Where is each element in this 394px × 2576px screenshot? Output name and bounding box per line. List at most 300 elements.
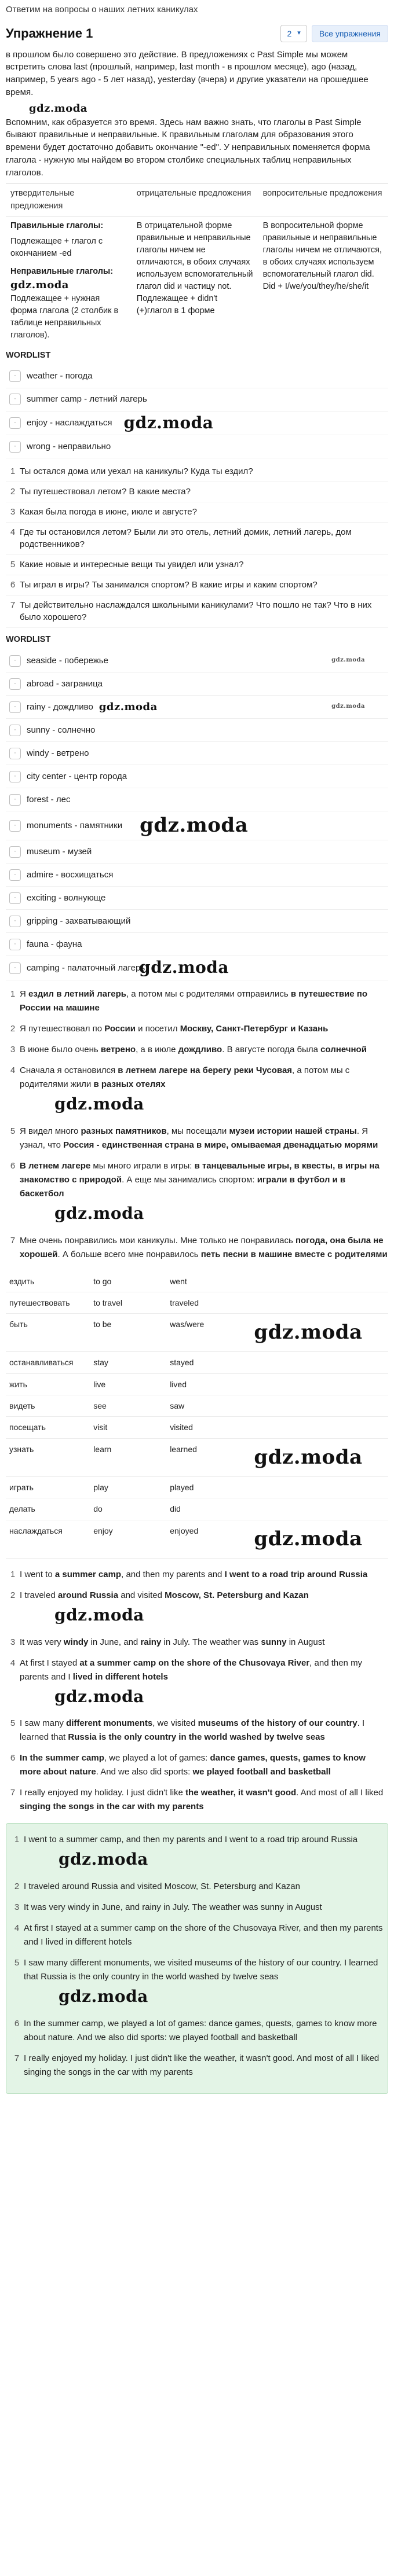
bullet-icon: · xyxy=(9,820,21,832)
list-item xyxy=(6,1121,388,1156)
answer-segment: , and then my parents and I xyxy=(20,1658,363,1682)
item-number: 6 xyxy=(14,2019,20,2029)
list-item xyxy=(6,1748,388,1783)
item-number: 4 xyxy=(10,527,16,537)
table-row xyxy=(6,1373,388,1395)
item-number: 3 xyxy=(10,506,16,517)
list-item xyxy=(6,788,388,811)
list-item xyxy=(6,840,388,863)
answer-segment: I traveled xyxy=(20,1590,58,1600)
answer-segment: музеи истории нашей страны xyxy=(229,1126,357,1136)
watermark: gdz.moda xyxy=(29,102,87,115)
wordlist-entry: weather - погода xyxy=(27,371,93,381)
table-row xyxy=(6,1271,388,1292)
page-select[interactable] xyxy=(280,25,307,42)
item-number: 2 xyxy=(10,487,16,497)
table-cell xyxy=(250,1373,388,1395)
answer-segment: windy xyxy=(63,1637,89,1647)
bullet-icon: · xyxy=(9,771,21,782)
answer-text: At first I stayed at a summer camp on the shore of the Chusovaya River, and then my parents and I lived in different hotels xyxy=(24,1923,383,1947)
item-number: 7 xyxy=(10,1788,16,1798)
table-cell: to travel xyxy=(90,1292,166,1313)
answer-text xyxy=(20,1043,367,1057)
table-cell xyxy=(250,1520,388,1558)
exercise-header xyxy=(6,24,388,43)
table-cell: did xyxy=(166,1498,250,1520)
list-item xyxy=(6,811,388,840)
list-item xyxy=(10,1829,384,1876)
answer-segment: Россия - единственная страна в мире, омываемая двенадцатью морями xyxy=(63,1140,378,1150)
table-cell: see xyxy=(90,1395,166,1417)
watermark: gdz.moda xyxy=(54,1203,144,1223)
page-number: 2 xyxy=(287,28,292,38)
wordlist-entry: monuments - памятники xyxy=(27,820,123,831)
table-cell: to be xyxy=(90,1314,166,1352)
table-cell: to go xyxy=(90,1271,166,1292)
wordlist-entry: sunny - солнечно xyxy=(27,725,96,735)
wordlist-entry: camping - палаточный лагерь xyxy=(27,962,145,973)
answer-segment: ветрено xyxy=(100,1045,136,1054)
regular-verbs-text: Подлежащее + глагол с окончанием -ed xyxy=(10,236,103,258)
bullet-icon: · xyxy=(9,678,21,690)
wordlist-entry: abroad - заграница xyxy=(27,678,103,689)
table-cell xyxy=(250,1476,388,1498)
answer-segment: Москву, Санкт-Петербург и Казань xyxy=(180,1024,329,1034)
watermark: gdz.moda xyxy=(99,700,158,713)
table-row xyxy=(6,1292,388,1313)
table-cell: играть xyxy=(6,1476,90,1498)
grammar-header-negative: отрицательные предложения xyxy=(132,184,258,216)
irregular-verbs-text: Подлежащее + нужная форма глагола (2 столбик в таблице неправильных глаголов). xyxy=(10,293,119,340)
item-number: 1 xyxy=(10,989,16,999)
wordlist-label: WORDLIST xyxy=(6,635,51,645)
list-item xyxy=(6,933,388,956)
wordlist-entry: windy - ветрено xyxy=(27,748,89,758)
answer-segment: , мы посещали xyxy=(166,1126,229,1136)
item-number: 5 xyxy=(10,1126,16,1136)
list-item xyxy=(10,1918,384,1953)
watermark: gdz.moda xyxy=(10,278,69,291)
item-number: 4 xyxy=(10,1658,16,1668)
answer-segment: Я xyxy=(20,989,28,999)
watermark: gdz.moda xyxy=(59,1987,148,2007)
answer-text xyxy=(20,1234,388,1262)
answer-segment: . А еще мы занимались спортом: xyxy=(122,1174,257,1185)
watermark: gdz.moda xyxy=(123,413,214,432)
table-cell: узнать xyxy=(6,1438,90,1476)
bullet-icon: · xyxy=(9,962,21,974)
wordlist-1 xyxy=(6,365,388,459)
list-item xyxy=(6,1019,388,1039)
item-number: 5 xyxy=(10,1718,16,1729)
table-cell: enjoy xyxy=(90,1520,166,1558)
answer-segment: lived in different hotels xyxy=(72,1671,168,1682)
table-cell xyxy=(250,1292,388,1313)
table-row xyxy=(6,1498,388,1520)
list-item xyxy=(6,502,388,523)
answer-segment: играли в футбол и в баскетбол xyxy=(20,1174,346,1199)
table-cell: останавливаться xyxy=(6,1352,90,1373)
list-item xyxy=(6,1653,388,1714)
negative-rule-text: В отрицательной форме правильные и неправильные глаголы ничем не отличаются, в обоих случаях используем вспомогательный глагол did и частицу not. Подлежащее + didn't (+)глагол в 1 форме xyxy=(136,221,253,315)
item-number: 4 xyxy=(14,1923,20,1934)
watermark: gdz.moda xyxy=(54,1686,144,1706)
bullet-icon: · xyxy=(9,846,21,858)
answer-segment: дождливо xyxy=(178,1045,222,1054)
table-cell xyxy=(250,1314,388,1352)
wordlist-entry: admire - восхищаться xyxy=(27,870,114,880)
final-answers-list xyxy=(10,1829,384,2083)
answer-segment: It was very xyxy=(20,1637,64,1647)
list-item xyxy=(6,887,388,910)
answer-text: I really enjoyed my holiday. I just didn't like the weather, it wasn't good. And most of all I liked singing the songs in the car with my parents xyxy=(24,2053,380,2078)
watermark: gdz.moda xyxy=(140,814,249,837)
table-cell: visit xyxy=(90,1417,166,1438)
answer-segment: Мне очень понравились мои каникулы. Мне только не понравилась xyxy=(20,1235,296,1245)
answer-segment: . I learned that xyxy=(20,1718,365,1743)
table-cell: видеть xyxy=(6,1395,90,1417)
watermark: gdz.moda xyxy=(331,703,365,710)
table-cell: быть xyxy=(6,1314,90,1352)
item-number: 7 xyxy=(10,600,16,610)
answer-segment: в танцевальные игры, в квесты, в игры на знакомство с природой xyxy=(20,1160,380,1185)
answer-segment: В летнем лагере xyxy=(20,1160,91,1171)
table-cell xyxy=(250,1498,388,1520)
answer-segment: I went to xyxy=(20,1569,55,1579)
answer-segment: ездил в летний лагерь xyxy=(28,989,126,999)
bullet-icon: · xyxy=(9,655,21,667)
table-cell: play xyxy=(90,1476,166,1498)
answer-segment: и посетил xyxy=(135,1024,180,1034)
list-item xyxy=(6,719,388,742)
table-cell: делать xyxy=(6,1498,90,1520)
wordlist-entry: city center - центр города xyxy=(27,771,127,781)
table-row xyxy=(6,1417,388,1438)
list-item xyxy=(6,1632,388,1653)
table-cell xyxy=(250,1417,388,1438)
answer-segment: в летнем лагере на берегу реки Чусовая xyxy=(118,1065,293,1075)
list-item xyxy=(6,984,388,1019)
answer-segment: in June, and xyxy=(88,1637,141,1647)
bullet-icon: · xyxy=(9,701,21,713)
table-cell: learn xyxy=(90,1438,166,1476)
table-cell xyxy=(250,1271,388,1292)
list-item xyxy=(6,555,388,575)
bullet-icon: · xyxy=(9,748,21,759)
intro-paragraph-1: в прошлом было совершено это действие. В предложениях с Past Simple мы можем встретить слова last (прошлый, например, last month - в прошлом месяце), ago (назад, например, 5 years ago - 5 лет назад), yesterday (вчера) и другие указатели на прошедшее время. xyxy=(6,49,369,97)
wordlist-entry: rainy - дождливо xyxy=(27,701,93,712)
answer-segment: Я видел много xyxy=(20,1126,81,1136)
answer-segment: different monuments xyxy=(66,1718,153,1729)
list-item xyxy=(6,956,388,980)
answer-text xyxy=(20,1656,388,1710)
answer-segment: , we played a lot of games: xyxy=(104,1753,210,1763)
list-item xyxy=(6,1230,388,1265)
chevron-down-icon: ▾ xyxy=(297,29,301,36)
list-item xyxy=(10,2048,384,2083)
answer-segment: we played football and basketball xyxy=(192,1767,331,1777)
item-number: 1 xyxy=(14,1835,20,1845)
answer-segment: singing the songs in the car with my parents xyxy=(20,1802,204,1812)
answer-segment: , and then my parents and xyxy=(121,1569,225,1579)
table-row xyxy=(6,1314,388,1352)
answer-segment: Сначала я остановился xyxy=(20,1065,118,1075)
question-text: Ты путешествовал летом? В какие места? xyxy=(20,487,191,497)
answer-text xyxy=(20,1717,388,1744)
table-cell: was/were xyxy=(166,1314,250,1352)
answer-segment: В июне было очень xyxy=(20,1045,101,1054)
question-text: Какая была погода в июне, июле и августе? xyxy=(20,506,197,517)
list-item xyxy=(6,910,388,933)
answer-text xyxy=(20,987,388,1015)
item-number: 3 xyxy=(14,1902,20,1913)
watermark: gdz.moda xyxy=(254,1445,363,1469)
list-item xyxy=(6,1564,388,1585)
watermark: gdz.moda xyxy=(254,1321,363,1344)
table-cell: visited xyxy=(166,1417,250,1438)
regular-verbs-title: Правильные глаголы: xyxy=(10,221,104,230)
wordlist-entry: enjoy - наслаждаться xyxy=(27,418,112,428)
wordlist-label: WORDLIST xyxy=(6,350,51,360)
table-cell: stay xyxy=(90,1352,166,1373)
bullet-icon: · xyxy=(9,441,21,453)
table-cell: ездить xyxy=(6,1271,90,1292)
grammar-header-affirmative: утвердительные предложения xyxy=(6,184,132,216)
table-cell xyxy=(250,1438,388,1476)
table-cell xyxy=(250,1395,388,1417)
bullet-icon: · xyxy=(9,394,21,405)
bullet-icon: · xyxy=(9,869,21,881)
list-item xyxy=(6,1713,388,1748)
item-number: 1 xyxy=(10,466,16,477)
answer-segment: мы много играли в игры: xyxy=(90,1160,195,1171)
table-cell: наслаждаться xyxy=(6,1520,90,1558)
answer-segment: в разных отелях xyxy=(93,1079,166,1089)
table-cell: went xyxy=(166,1271,250,1292)
answer-segment: In the summer camp xyxy=(20,1753,104,1763)
bullet-icon: · xyxy=(9,892,21,904)
wordlist-entry: summer camp - летний лагерь xyxy=(27,394,147,405)
list-item xyxy=(10,1897,384,1918)
answer-segment: , а в июле xyxy=(136,1045,178,1054)
table-row xyxy=(6,1395,388,1417)
all-exercises-button[interactable]: Все упражнения xyxy=(312,25,388,42)
answer-segment: in July. The weather was xyxy=(161,1637,261,1647)
bullet-icon: · xyxy=(9,794,21,806)
answer-segment: в путешествие по России на машине xyxy=(20,989,368,1013)
table-cell: played xyxy=(166,1476,250,1498)
item-number: 7 xyxy=(10,1235,16,1245)
wordlist-entry: museum - музей xyxy=(27,847,92,857)
answer-text: I went to a summer camp, and then my parents and I went to a road trip around Russia gdz.moda xyxy=(24,1835,358,1869)
wordlist-entry: exciting - волнующе xyxy=(27,893,106,903)
answer-segment: sunny xyxy=(261,1637,287,1647)
list-item xyxy=(6,388,388,411)
answer-segment: . And we also did sports: xyxy=(96,1767,193,1777)
answer-segment: Я путешествовал по xyxy=(20,1024,105,1034)
table-cell xyxy=(250,1352,388,1373)
answer-segment: rainy xyxy=(140,1637,162,1647)
watermark: gdz.moda xyxy=(54,1605,144,1625)
answer-segment: . В августе погода была xyxy=(222,1045,321,1054)
item-number: 5 xyxy=(14,1958,20,1968)
table-row xyxy=(6,1352,388,1373)
verb-table-wrap xyxy=(6,1271,388,1559)
list-item xyxy=(6,696,388,719)
list-item xyxy=(6,596,388,629)
list-item xyxy=(6,435,388,458)
breadcrumb[interactable]: Ответим на вопросы о наших летних каникулах xyxy=(6,5,198,14)
list-item xyxy=(6,649,388,673)
answer-segment: around Russia xyxy=(57,1590,119,1600)
item-number: 7 xyxy=(14,2053,20,2064)
answer-text: In the summer camp, we played a lot of games: dance games, quests, games to know more about nature. And we also did sports: we played football and basketball xyxy=(24,2019,377,2043)
list-item xyxy=(6,482,388,502)
question-text: Ты действительно наслаждался школьными каникулами? Что пошло не так? Что в них было хорошего? xyxy=(20,600,372,623)
answer-text xyxy=(20,1751,388,1779)
item-number: 2 xyxy=(14,1882,20,1892)
answer-segment: , а потом мы с родителями отправились xyxy=(126,989,291,999)
grammar-table-wrap xyxy=(6,183,388,344)
answer-segment: . And most of all I liked xyxy=(296,1788,384,1798)
questions-list xyxy=(6,462,388,628)
bullet-icon: · xyxy=(9,370,21,382)
list-item xyxy=(6,411,388,436)
table-row xyxy=(6,1438,388,1476)
table-cell: посещать xyxy=(6,1417,90,1438)
list-item xyxy=(6,673,388,696)
list-item xyxy=(6,1060,388,1121)
watermark: gdz.moda xyxy=(331,657,365,664)
answer-text xyxy=(20,1786,388,1814)
answer-segment: петь песни в машине вместе с родителями xyxy=(200,1249,388,1259)
answer-segment: and visited xyxy=(118,1590,165,1600)
item-number: 2 xyxy=(10,1024,16,1034)
table-row xyxy=(6,1476,388,1498)
answer-segment: At first I stayed xyxy=(20,1658,80,1668)
list-item xyxy=(6,523,388,556)
english-answers-list xyxy=(6,1564,388,1818)
table-cell: жить xyxy=(6,1373,90,1395)
answer-text xyxy=(20,1125,388,1152)
answer-segment: погода, она была не хорошей xyxy=(20,1235,384,1259)
answer-segment: , а потом мы с родителями жили xyxy=(20,1065,350,1089)
item-number: 1 xyxy=(10,1569,16,1579)
answer-segment: Moscow, St. Petersburg and Kazan xyxy=(165,1590,309,1600)
list-item xyxy=(6,765,388,788)
table-cell: lived xyxy=(166,1373,250,1395)
answer-segment: солнечной xyxy=(320,1045,367,1054)
wordlist-entry: wrong - неправильно xyxy=(27,441,111,451)
table-cell: live xyxy=(90,1373,166,1395)
intro-paragraph-2: Вспомним, как образуется это время. Здесь нам важно знать, что глаголы в Past Simple бывают правильные и неправильные. К правильным глаголам для образования этого времени будет достаточно добавить окончание "-ed". У неправильных поменяется форма глагола - нужную мы найдем во втором столбике специальных таблиц неправильных глаголов. xyxy=(6,117,370,178)
list-item xyxy=(10,2013,384,2048)
answer-segment: России xyxy=(104,1024,136,1034)
item-number: 4 xyxy=(10,1065,16,1075)
answer-text xyxy=(20,1589,309,1629)
table-cell: traveled xyxy=(166,1292,250,1313)
wordlist-entry: gripping - захватывающий xyxy=(27,916,131,927)
answer-text: I traveled around Russia and visited Moscow, St. Petersburg and Kazan xyxy=(24,1882,300,1892)
final-answer-box xyxy=(6,1823,388,2094)
list-item xyxy=(6,462,388,482)
page-title: Упражнение 1 xyxy=(6,25,93,41)
list-item xyxy=(6,575,388,596)
answer-segment: a summer camp xyxy=(54,1569,122,1579)
item-number: 6 xyxy=(10,1160,16,1171)
answer-text xyxy=(20,1064,388,1118)
item-number: 6 xyxy=(10,1753,16,1763)
answer-segment: I went to a road trip around Russia xyxy=(224,1569,368,1579)
answer-text xyxy=(20,1159,388,1227)
list-item xyxy=(6,1783,388,1817)
watermark: gdz.moda xyxy=(59,1850,148,1869)
question-text: Какие новые и интересные вещи ты увидел или узнал? xyxy=(20,560,244,570)
grammar-header-question: вопросительные предложения xyxy=(258,184,388,216)
wordlist-entry: seaside - побережье xyxy=(27,655,108,666)
answer-text: It was very windy in June, and rainy in July. The weather was sunny in August xyxy=(24,1902,322,1913)
wordlist-2 xyxy=(6,649,388,980)
item-number: 3 xyxy=(10,1637,16,1647)
table-row xyxy=(6,1520,388,1558)
answer-segment: , we visited xyxy=(152,1718,198,1729)
item-number: 5 xyxy=(10,560,16,570)
answer-segment: in August xyxy=(286,1637,325,1647)
question-text: Ты играл в игры? Ты занимался спортом? В какие игры и каким спортом? xyxy=(20,579,318,590)
wordlist-entry: forest - лес xyxy=(27,794,71,804)
table-cell: enjoyed xyxy=(166,1520,250,1558)
table-cell: stayed xyxy=(166,1352,250,1373)
answer-segment: . А больше всего мне понравилось xyxy=(57,1249,201,1259)
answer-segment: Russia is the only country in the world washed by twelve seas xyxy=(68,1732,325,1743)
irregular-verbs-title: Неправильные глаголы: xyxy=(10,266,114,276)
bullet-icon: · xyxy=(9,916,21,927)
list-item xyxy=(10,1876,384,1897)
list-item xyxy=(6,742,388,765)
list-item xyxy=(6,365,388,388)
watermark: gdz.moda xyxy=(254,1527,363,1550)
answer-segment: at a summer camp on the shore of the Chusovaya River xyxy=(79,1658,310,1668)
verb-table xyxy=(6,1271,388,1559)
table-cell: do xyxy=(90,1498,166,1520)
answer-text xyxy=(20,1022,328,1036)
answer-segment: museums of the history of our country xyxy=(198,1718,357,1729)
bullet-icon: · xyxy=(9,725,21,736)
answer-text: I saw many different monuments, we visited museums of the history of our country. I learned that Russia is the only country in the world washed by twelve seas gdz.moda xyxy=(24,1958,378,2007)
question-text: Где ты остановился летом? Были ли это отель, летний домик, летний лагерь, дом родственников? xyxy=(20,527,352,550)
answer-segment: I really enjoyed my holiday. I just didn't like xyxy=(20,1788,186,1798)
watermark: gdz.moda xyxy=(54,1094,144,1114)
answer-segment: разных памятников xyxy=(81,1126,167,1136)
answer-segment: the weather, it wasn't good xyxy=(185,1788,297,1798)
table-cell: путешествовать xyxy=(6,1292,90,1313)
bullet-icon: · xyxy=(9,939,21,950)
list-item xyxy=(10,1953,384,2013)
question-rule-text: В вопросительной форме правильные и неправильные глаголы ничем не отличаются, в обоих случаях используем вспомогательный глагол did. Did + I/we/you/they/he/she/it xyxy=(262,221,382,291)
answer-text xyxy=(20,1636,324,1649)
answer-segment: I saw many xyxy=(20,1718,67,1729)
list-item xyxy=(6,1585,388,1632)
list-item xyxy=(6,863,388,887)
russian-answers-list xyxy=(6,984,388,1265)
item-number: 6 xyxy=(10,579,16,590)
answer-text xyxy=(20,1568,367,1582)
bullet-icon: · xyxy=(9,417,21,429)
table-cell: learned xyxy=(166,1438,250,1476)
header-controls xyxy=(280,25,388,42)
question-text: Ты остался дома или уехал на каникулы? Куда ты ездил? xyxy=(20,466,253,477)
answer-segment: dance games, quests, games to know more about nature xyxy=(20,1753,366,1777)
